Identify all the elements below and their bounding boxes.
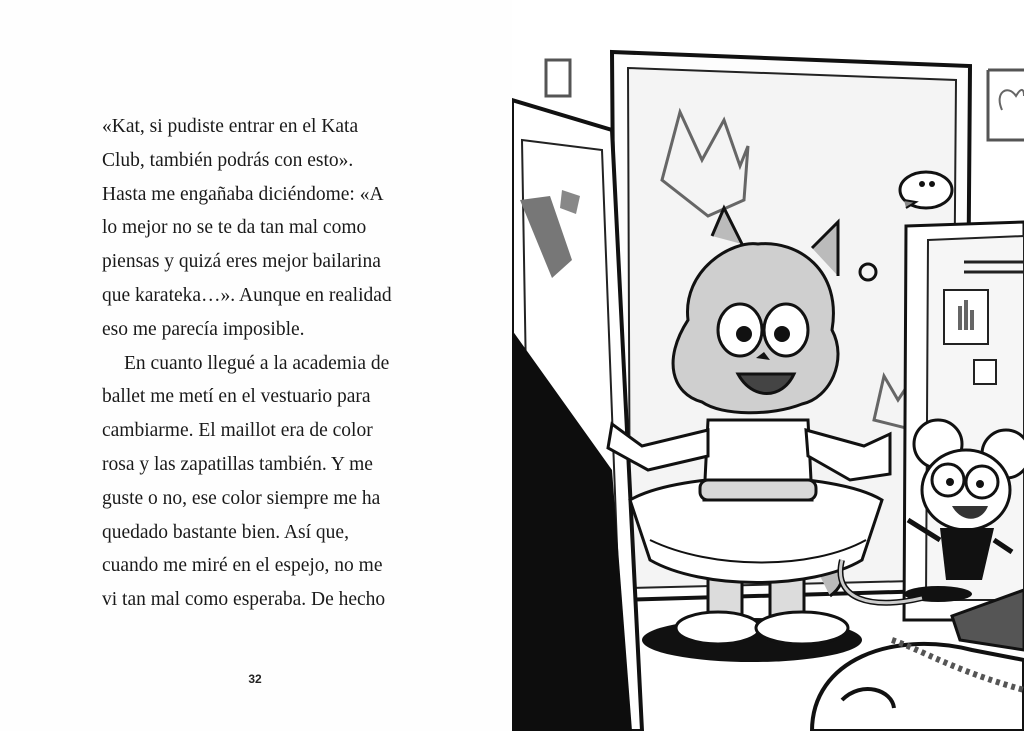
illustration — [512, 0, 1024, 731]
text-line: En cuanto llegué a la academia de — [124, 352, 390, 374]
text-line: lo mejor no se te da tan mal como — [102, 217, 367, 239]
text-line: eso me parecía imposible. — [102, 318, 305, 340]
wall-frame-heart — [988, 70, 1024, 140]
text-line: Hasta me engañaba diciéndome: «A — [102, 183, 384, 205]
body-text — [102, 110, 422, 617]
text-line: ballet me metí en el vestuario para — [102, 386, 371, 408]
text-line: cuando me miré en el espejo, no me — [102, 555, 383, 577]
illustration-page — [512, 0, 1024, 731]
text-line: quedado bastante bien. Así que, — [102, 521, 349, 543]
text-line: rosa y las zapatillas también. Y me — [102, 453, 373, 475]
heart-doodle — [1000, 90, 1024, 110]
wall-frame-small — [546, 60, 570, 96]
text-line: que karateka…». Aunque en realidad — [102, 284, 392, 306]
text-line: Club, también podrás con esto». — [102, 149, 354, 171]
text-line: guste o no, ese color siempre me ha — [102, 487, 381, 509]
text-line: vi tan mal como esperaba. De hecho — [102, 589, 386, 611]
text-line: piensas y quizá eres mejor bailarina — [102, 251, 381, 273]
text-line: «Kat, si pudiste entrar en el Kata — [102, 116, 359, 137]
page-number: 32 — [248, 672, 262, 686]
text-line: cambiarme. El maillot era de color — [102, 420, 373, 442]
